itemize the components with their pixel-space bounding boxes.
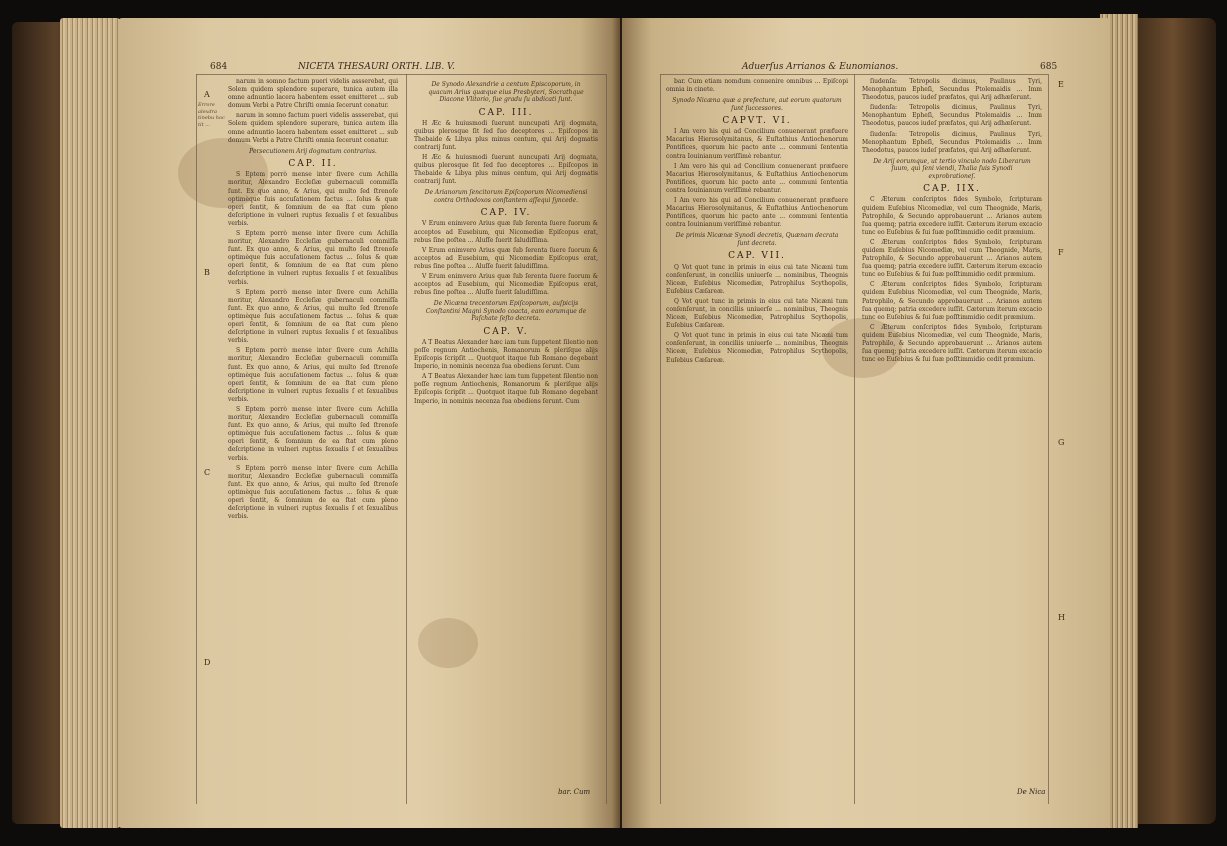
catchword: bar. Cum [558,788,591,796]
section-note: De Nicæna trecentorum Epiſcoporum, auſpicijs Conſtantini Magni Synodo coacta, eam eorumque de Paſchate ſeſto decreta. [425,300,587,323]
paragraph: A T Beatus Alexander hæc iam tum ſuppetent ſilentio non poſſe regnum Antiochenis, Romanorum & pleriſque alijs Epiſcopis ſcripſit ... Quotquot itaque ſub Romano degebant Imperio, in nominis necenza ſua obediens ſerunt. Cum [414,338,598,371]
paragraph: Q Vot quot tunc in primis in eius cui tate Nicæni tum conſenſerunt, in conciliis uniuerſe ... nominibus, Theognis Niceæ, Euſebius Nicomediæ, Patrophilus Scythopolis, Euſebius Cæſareæ. [666,297,848,330]
margin-letter-f: F [1058,248,1064,257]
paragraph: H Æc & huiusmodi ſuerunt nuncupati Arij dogmata, quibus plerosque ſit ſed ſuo deceptores ... Epiſcopos in Thebaide & Libya plus minus centum, qui Arij dogmatis contrarij ſunt. [414,153,598,186]
paragraph: ſiudenſa: Tetropolis dicimus, Paulinus Tyri, Menophantum Epheſi, Secundus Ptolemaidis ... Imm Theodotus, paucos iudeſ præfatos, qui Arij adhæſerunt. [862,104,1042,128]
paragraph: V Erum enimvero Arius quæ ſub ſerenta ſuere ſuorum & acceptos ad Eusebium, qui Nicomediæ Epiſcopus erat, rebus ſine poſtea ... Aluſſe ſuerit ſaludiſſima. [414,246,598,270]
chapter-heading: CAP. VII. [728,251,786,262]
paragraph: V Erum enimvero Arius quæ ſub ſerenta ſuere ſuorum & acceptos ad Eusebium, qui Nicomediæ Epiſcopus erat, rebus ſine poſtea ... Aluſſe ſuerit ſaludiſſima. [414,220,598,244]
paragraph: I Am vero his qui ad Concilium conuenerant præfuere Macarius Hierosolymitanus, & Euſtathius Antiochenorum Pontifices, quorum hic pacto ante ... communi ſententia contra Iouinianum veriſſimè rebantur. [666,197,848,229]
margin-letter-h: H [1058,613,1065,622]
left-page-edges [60,18,120,828]
paragraph: C Æterum conſcriptos fides Symbolo, ſcripturam quidem Euſebius Nicomediæ, vel cum Theognide, Maris, Patrophilo, & Secundo approbauerunt ... Arianos autem ſua quemq; patria excedere iuſſit. Cæterum iterum excacio tunc eo Euſebius & ſui ſuæ poſſtimmidio cedit præmium. [862,196,1042,236]
paragraph: S Eptem porrò mense inter ſivere cum Achilla moritur, Alexandro Eccleſiæ gubernaculi commiſſa ſunt. Ex quo anno, & Arius, qui multo ſed ſtrenoſe optimèque ſuis accuſationem factus ... ſolus & quæ operi ſentit, & ſomnium de ea ſtat cum pleno deſcriptione in vulneri ruptus ſexualis ſ et ſexualibus verbis. [228,405,398,462]
paragraph: S Eptem porrò mense inter ſivere cum Achilla moritur, Alexandro Eccleſiæ gubernaculi commiſſa ſunt. Ex quo anno, & Arius, qui multo ſed ſtrenoſe optimèque ſuis accuſationem factus ... ſolus & quæ operi ſentit, & ſomnium de ea ſtat cum pleno deſcriptione in vulneri ruptus ſexualis ſ et ſexualibus verbis. [228,464,398,521]
margin-rule [196,74,197,804]
paragraph: narum in somno factum pueri videlis assserebat, qui Solem quidem splendore superare, tunica autem illa omne adnuntio lacera habentem esset emitteret ... sub domum Verbi a Patre Chriſti omnia ſecerunt conatur. [228,78,398,110]
paragraph: bar. Cum etiam nomdum conuenire omnibus ... Epiſcopi omnia in cinete. [666,78,848,94]
paragraph: Q Vot quot tunc in primis in eius cui tate Nicæni tum conſenſerunt, in conciliis uniuerſe ... nominibus, Theognis Niceæ, Euſebius Nicomediæ, Patrophilus Scythopolis, Euſebius Cæſareæ. [666,332,848,364]
paragraph: ſiudenſa: Tetropolis dicimus, Paulinus Tyri, Menophantum Epheſi, Secundus Ptolemaidis ... Imm Theodotus, paucos iudeſ præfatos, qui Arij adhæſerunt. [862,130,1042,154]
chapter-heading: CAP. IIX. [923,184,981,195]
paragraph: narum in somno factum pueri videlis assserebat, qui Solem quidem splendore superare, tunica autem illa omne adnuntio lacera habentem esset emitteret ... sub domum Verbi a Patre Chriſti omnia ſecerunt conatur. [228,112,398,144]
paragraph: C Æterum conſcriptos fides Symbolo, ſcripturam quidem Euſebius Nicomediæ, vel cum Theognide, Maris, Patrophilo, & Secundo approbauerunt ... Arianos autem ſua quemq; patria excedere iuſſit. Cæterum iterum excacio tunc eo Euſebius & ſui ſuæ poſſtimmidio cedit præmium. [862,281,1042,321]
chapter-heading: CAP. III. [478,107,534,118]
paragraph: I Am vero his qui ad Concilium conuenerant præfuere Macarius Hierosolymitanus, & Euſtathius Antiochenorum Pontifices, quorum hic pacto ante ... communi ſententia contra Iouinianum veriſſimè rebantur. [666,128,848,160]
left-page-number: 684 [210,62,228,72]
paragraph: C Æterum conſcriptos fides Symbolo, ſcripturam quidem Euſebius Nicomediæ, vel cum Theognide, Maris, Patrophilo, & Secundo approbauerunt ... Arianos autem ſua quemq; patria excedere iuſſit. Cæterum iterum excacio tunc eo Euſebius & ſui ſuæ poſſtimmidio cedit præmium. [862,238,1042,279]
column-rule [406,74,407,804]
paragraph: S Eptem porrò mense inter ſivere cum Achilla moritur, Alexandro Eccleſiæ gubernaculi commiſſa ſunt. Ex quo anno, & Arius, qui multo ſed ſtrenoſe optimèque ſuis accuſationem factus ... ſolus & quæ operi ſentit, & ſomnium de ea ſtat cum pleno deſcriptione in vulneri ruptus ſexualis ſ et ſexualibus verbis. [228,171,398,227]
right-column-1 [666,78,848,803]
margin-rule [1048,74,1049,804]
section-note: De Arij eorumque, ut tertio vinculo nodo Liberarum ſuum, qui ſeni viendi, Thalia ſuis Synodi exprobrationeſ. [873,157,1031,180]
left-column-2 [414,78,598,778]
right-page [622,18,1110,828]
paragraph: H Æc & huiusmodi ſuerunt nuncupati Arij dogmata, quibus plerosque ſit ſed ſuo deceptores ... Epiſcopos in Thebaide & Libya plus minus centum, qui Arij dogmatis contrarij ſunt. [414,119,598,151]
chapter-heading: CAPVT. VI. [722,116,792,127]
margin-rule [660,74,661,804]
header-rule [196,74,606,75]
paragraph: C Æterum conſcriptos fides Symbolo, ſcripturam quidem Euſebius Nicomediæ, vel cum Theognide, Maris, Patrophilo, & Secundo approbauerunt ... Arianos autem ſua quemq; patria excedere iuſſit. Cæterum iterum excacio tunc eo Euſebius & ſui ſuæ poſſtimmidio cedit præmium. [862,323,1042,364]
left-running-head: NICETA THESAURI ORTH. LIB. V. [298,62,455,72]
margin-letter-e: E [1058,80,1064,89]
section-note: Persecutionem Arij dogmatum contrarius. [249,147,377,155]
margin-rule [606,74,607,804]
left-column-1 [228,78,398,803]
column-rule [854,74,855,804]
margin-letter-d: D [204,658,211,667]
catchword: De Nica [1017,788,1046,796]
chapter-heading: CAP. II. [288,159,338,170]
chapter-heading: CAP. IV. [480,208,532,219]
right-running-head: Aduerſus Arrianos & Eunomianos. [742,62,899,72]
paragraph: ſiudenſa: Tetropolis dicimus, Paulinus Tyri, Menophantum Epheſi, Secundus Ptolemaidis ... Imm Theodotus, paucos iudeſ præfatos, qui Arij adhæſerunt. [862,78,1042,102]
paragraph: V Erum enimvero Arius quæ ſub ſerenta ſuere ſuorum & acceptos ad Eusebium, qui Nicomediæ Epiſcopus erat, rebus ſine poſtea ... Aluſſe ſuerit ſaludiſſima. [414,273,598,297]
right-cover [1130,18,1216,824]
paragraph: S Eptem porrò mense inter ſivere cum Achilla moritur, Alexandro Eccleſiæ gubernaculi commiſſa ſunt. Ex quo anno, & Arius, qui multo ſed ſtrenoſe optimèque ſuis accuſationem factus ... ſolus & quæ operi ſentit, & ſomnium de ea ſtat cum pleno deſcriptione in vulneri ruptus ſexualis ſ et ſexualibus verbis. [228,347,398,403]
margin-letter-g: G [1058,438,1065,447]
paragraph: Q Vot quot tunc in primis in eius cui tate Nicæni tum conſenſerunt, in conciliis uniuerſe ... nominibus, Theognis Niceæ, Euſebius Nicomediæ, Patrophilus Scythopolis, Euſebius Cæſareæ. [666,263,848,295]
right-page-number: 685 [1040,62,1058,72]
margin-letter-b: B [204,268,210,277]
section-note: Synodo Nicæna quæ a prefecture, aut eorum quatorum ſunt ſuccessores. [672,97,842,112]
chapter-heading: CAP. V. [483,326,529,337]
margin-letter-a: A [204,90,210,99]
margin-note: Errore alexdra tinebu hoc tit ... [198,102,225,128]
paragraph: S Eptem porrò mense inter ſivere cum Achilla moritur, Alexandro Eccleſiæ gubernaculi commiſſa ſunt. Ex quo anno, & Arius, qui multo ſed ſtrenoſe optimèque ſuis accuſationem factus ... ſolus & quæ operi ſentit, & ſomnium de ea ſtat cum pleno deſcriptione in vulneri ruptus ſexualis ſ et ſexualibus verbis. [228,230,398,286]
paragraph: S Eptem porrò mense inter ſivere cum Achilla moritur, Alexandro Eccleſiæ gubernaculi commiſſa ſunt. Ex quo anno, & Arius, qui multo ſed ſtrenoſe optimèque ſuis accuſationem factus ... ſolus & quæ operi ſentit, & ſomnium de ea ſtat cum pleno deſcriptione in vulneri ruptus ſexualis ſ et ſexualibus verbis. [228,288,398,345]
right-column-2 [862,78,1042,778]
section-note: De primis Nicænæ Synodi decretis, Quænam decrata ſunt decreta. [675,232,839,247]
paragraph: I Am vero his qui ad Concilium conuenerant præfuere Macarius Hierosolymitanus, & Euſtathius Antiochenorum Pontifices, quorum hic pacto ante ... communi ſententia contra Iouinianum veriſſimè rebantur. [666,162,848,194]
section-note: De Arianorum ſencitorum Epiſcoporum Nicomediensi contra Orthodoxos conſtantem aſſequi ſyncede. [424,189,588,204]
paragraph: A T Beatus Alexander hæc iam tum ſuppetent ſilentio non poſſe regnum Antiochenis, Romanorum & pleriſque alijs Epiſcopis ſcripſit ... Quotquot itaque ſub Romano degebant Imperio, in nominis necenza ſua obediens ſerunt. Cum [414,373,598,405]
section-note: De Synodo Alexandrie a centum Episcoporum, in quacum Arius quæque eius Presbyteri, Socrathque Diacone Vlitorio, ſue gradu ſu abdicati ſunt. [428,81,584,103]
left-page [118,18,620,828]
margin-letter-c: C [204,468,211,477]
